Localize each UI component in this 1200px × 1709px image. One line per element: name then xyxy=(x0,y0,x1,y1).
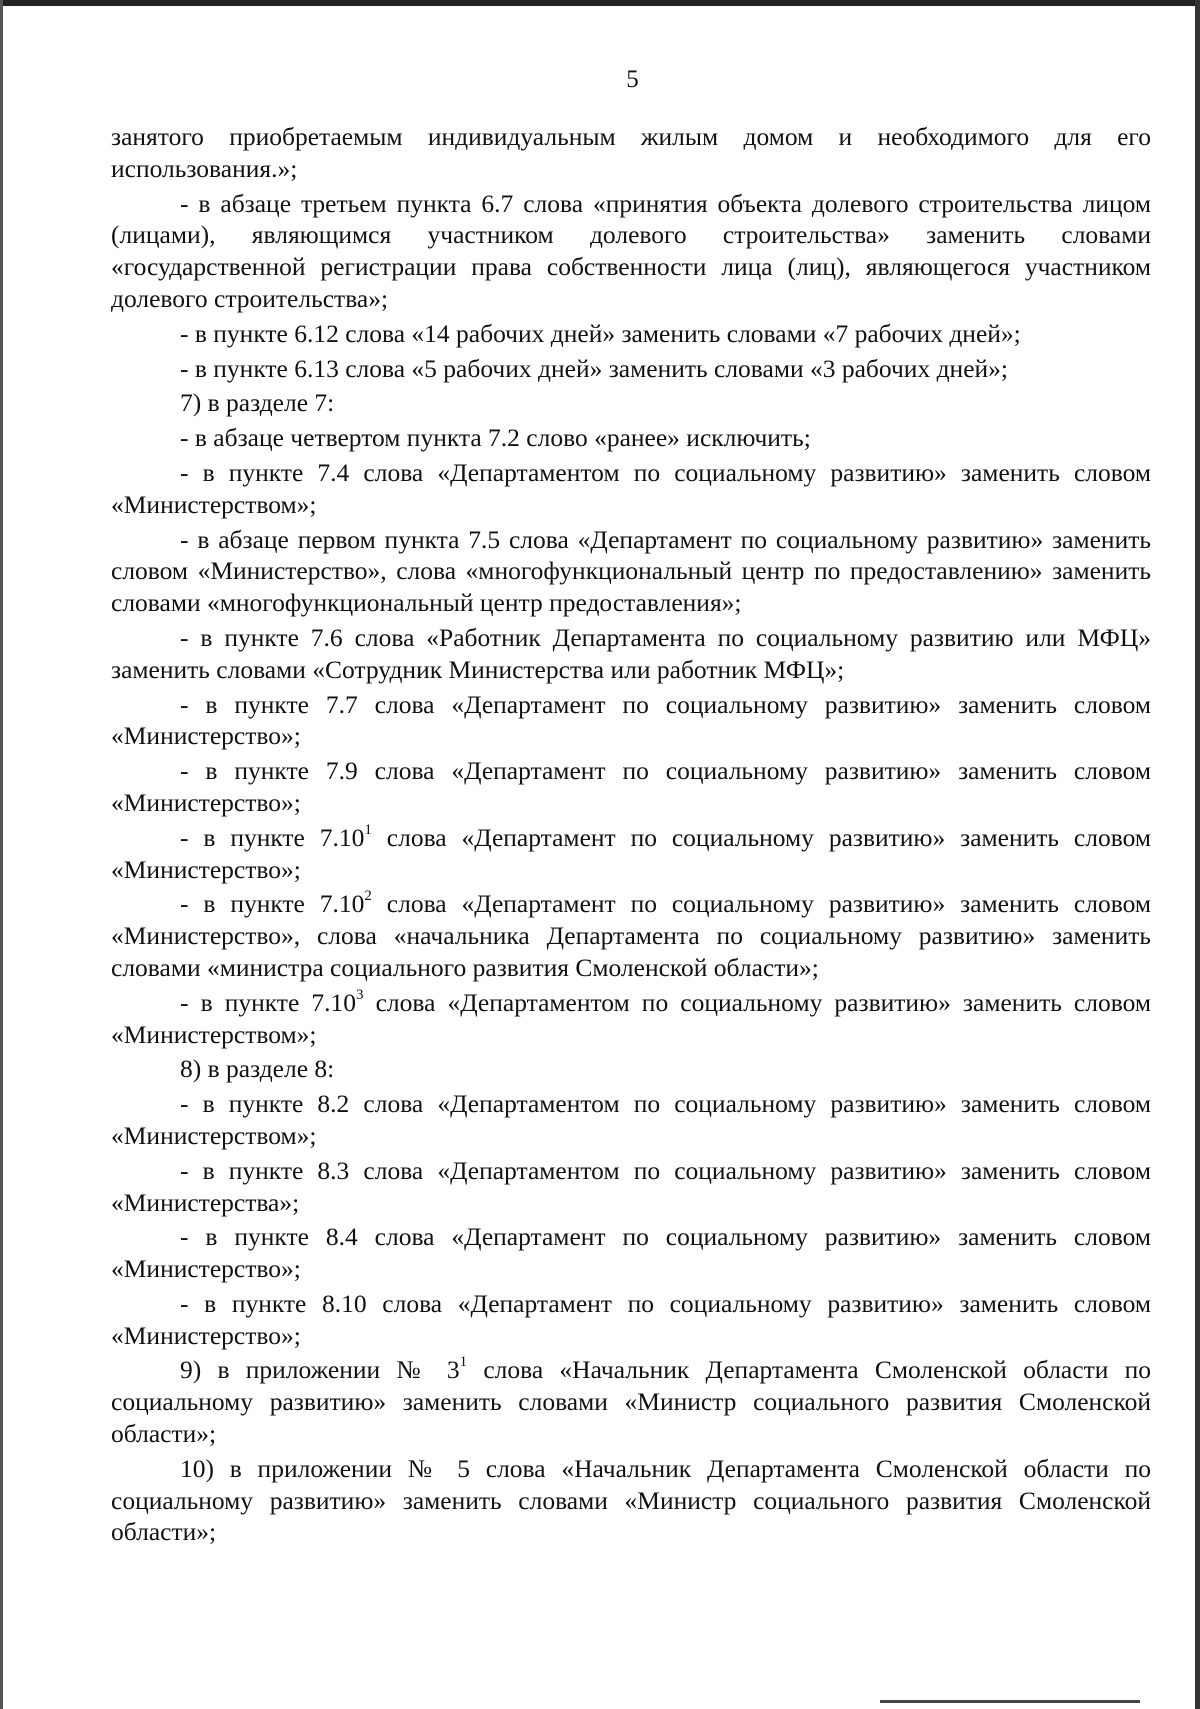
superscript: 1 xyxy=(459,1354,468,1371)
paragraph xyxy=(111,318,1151,350)
paragraph-text: - в абзаце четвертом пункта 7.2 слово «ранее» исключить; xyxy=(180,423,811,453)
paragraph-text: - в пункте 7.10 xyxy=(180,822,365,852)
scan-mark-bottom xyxy=(880,1700,1140,1703)
paragraph-text: - в пункте 8.10 слова «Департамент по социальному развитию» заменить словом «Министерство»; xyxy=(111,1288,1151,1350)
paragraph xyxy=(111,1453,1151,1548)
paragraph xyxy=(111,987,1151,1051)
paragraph-text: - в пункте 7.10 xyxy=(180,889,365,919)
scan-border-left xyxy=(0,0,3,1709)
paragraph-text: 7) в разделе 7: xyxy=(180,388,335,418)
paragraph xyxy=(111,822,1151,886)
paragraph-text: - в пункте 7.9 слова «Департамент по социальному развитию» заменить словом «Министерство»; xyxy=(111,756,1151,817)
paragraph xyxy=(111,1155,1151,1219)
paragraph-text: 8) в разделе 8: xyxy=(180,1054,335,1084)
paragraph-text: 10) в приложении № 5 слова «Начальник Департамента Смоленской области по социальному развитию» заменить словами «Министр социального развития Смоленской области»; xyxy=(111,1453,1151,1547)
paragraph-text: занятого приобретаемым индивидуальным жилым домом и необходимого для его использования.»; xyxy=(111,122,1151,183)
paragraph xyxy=(111,622,1151,686)
paragraph-text: слова «Департамент по социальному развитию» заменить словом «Министерство», слова «начальника Департамента по социальному развитию» заменить словами «министра социального развития Смоленской области»; xyxy=(111,889,1151,982)
paragraph xyxy=(111,755,1151,819)
paragraph xyxy=(111,387,1151,419)
paragraph-text: - в пункте 8.2 слова «Департаментом по социальному развитию» заменить словом «Министерством»; xyxy=(111,1089,1151,1150)
paragraph-text: - в пункте 6.13 слова «5 рабочих дней» заменить словами «3 рабочих дней»; xyxy=(180,353,1009,383)
paragraph-text: - в абзаце третьем пункта 6.7 слова «принятия объекта долевого строительства лицом (лицами), являющимся участником долевого строительства» заменить словами «государственной регистрации права собственности лица (лиц), являющегося участником долевого строительства»; xyxy=(111,188,1151,313)
paragraph-text: 9) в приложении № 3 xyxy=(180,1355,460,1385)
paragraph xyxy=(111,1288,1151,1352)
paragraph-text: - в абзаце первом пункта 7.5 слова «Департамент по социальному развитию» заменить словом «Министерство», слова «многофункциональный центр по предоставлению» заменить словами «многофункциональный центр предоставления»; xyxy=(111,524,1151,618)
paragraph xyxy=(111,188,1151,315)
paragraph-text: слова «Начальник Департамента Смоленской области по социальному развитию» заменить словами «Министр социального развития Смоленской области»; xyxy=(111,1355,1151,1449)
paragraph-text: - в пункте 8.4 слова «Департамент по социальному развитию» заменить словом «Министерство»; xyxy=(111,1222,1151,1284)
page-number: 5 xyxy=(626,66,639,93)
paragraph-text: - в пункте 6.12 слова «14 рабочих дней» заменить словами «7 рабочих дней»; xyxy=(180,318,1021,348)
paragraph-text: - в пункте 7.4 слова «Департаментом по социальному развитию» заменить словом «Министерством»; xyxy=(111,457,1151,519)
paragraph xyxy=(111,524,1151,619)
paragraph xyxy=(111,1053,1151,1085)
paragraph xyxy=(111,353,1151,385)
paragraph xyxy=(111,457,1151,521)
paragraph xyxy=(111,888,1151,983)
paragraph-text: - в пункте 7.6 слова «Работник Департамента по социальному развитию или МФЦ» заменить словами «Сотрудник Министерства или работник МФЦ»; xyxy=(111,622,1151,684)
paragraph xyxy=(111,1221,1151,1285)
paragraph-text: - в пункте 7.10 xyxy=(180,987,356,1017)
scan-border-right xyxy=(1195,0,1200,1709)
superscript: 2 xyxy=(364,888,372,905)
paragraph xyxy=(111,1354,1151,1449)
paragraph xyxy=(111,1088,1151,1152)
paragraph xyxy=(111,689,1151,753)
paragraph-text: слова «Департамент по социальному развитию» заменить словом «Министерство»; xyxy=(111,822,1151,884)
paragraph xyxy=(111,121,1151,185)
paragraph-text: - в пункте 7.7 слова «Департамент по социальному развитию» заменить словом «Министерство»; xyxy=(111,689,1151,751)
scan-border-top xyxy=(0,0,1200,6)
paragraph xyxy=(111,422,1151,454)
superscript: 3 xyxy=(355,986,364,1003)
paragraph-text: - в пункте 8.3 слова «Департаментом по социальному развитию» заменить словом «Министерства»; xyxy=(111,1155,1151,1217)
document-body xyxy=(111,121,1151,1548)
superscript: 1 xyxy=(364,821,372,838)
paragraph-text: слова «Департаментом по социальному развитию» заменить словом «Министерством»; xyxy=(111,987,1151,1049)
